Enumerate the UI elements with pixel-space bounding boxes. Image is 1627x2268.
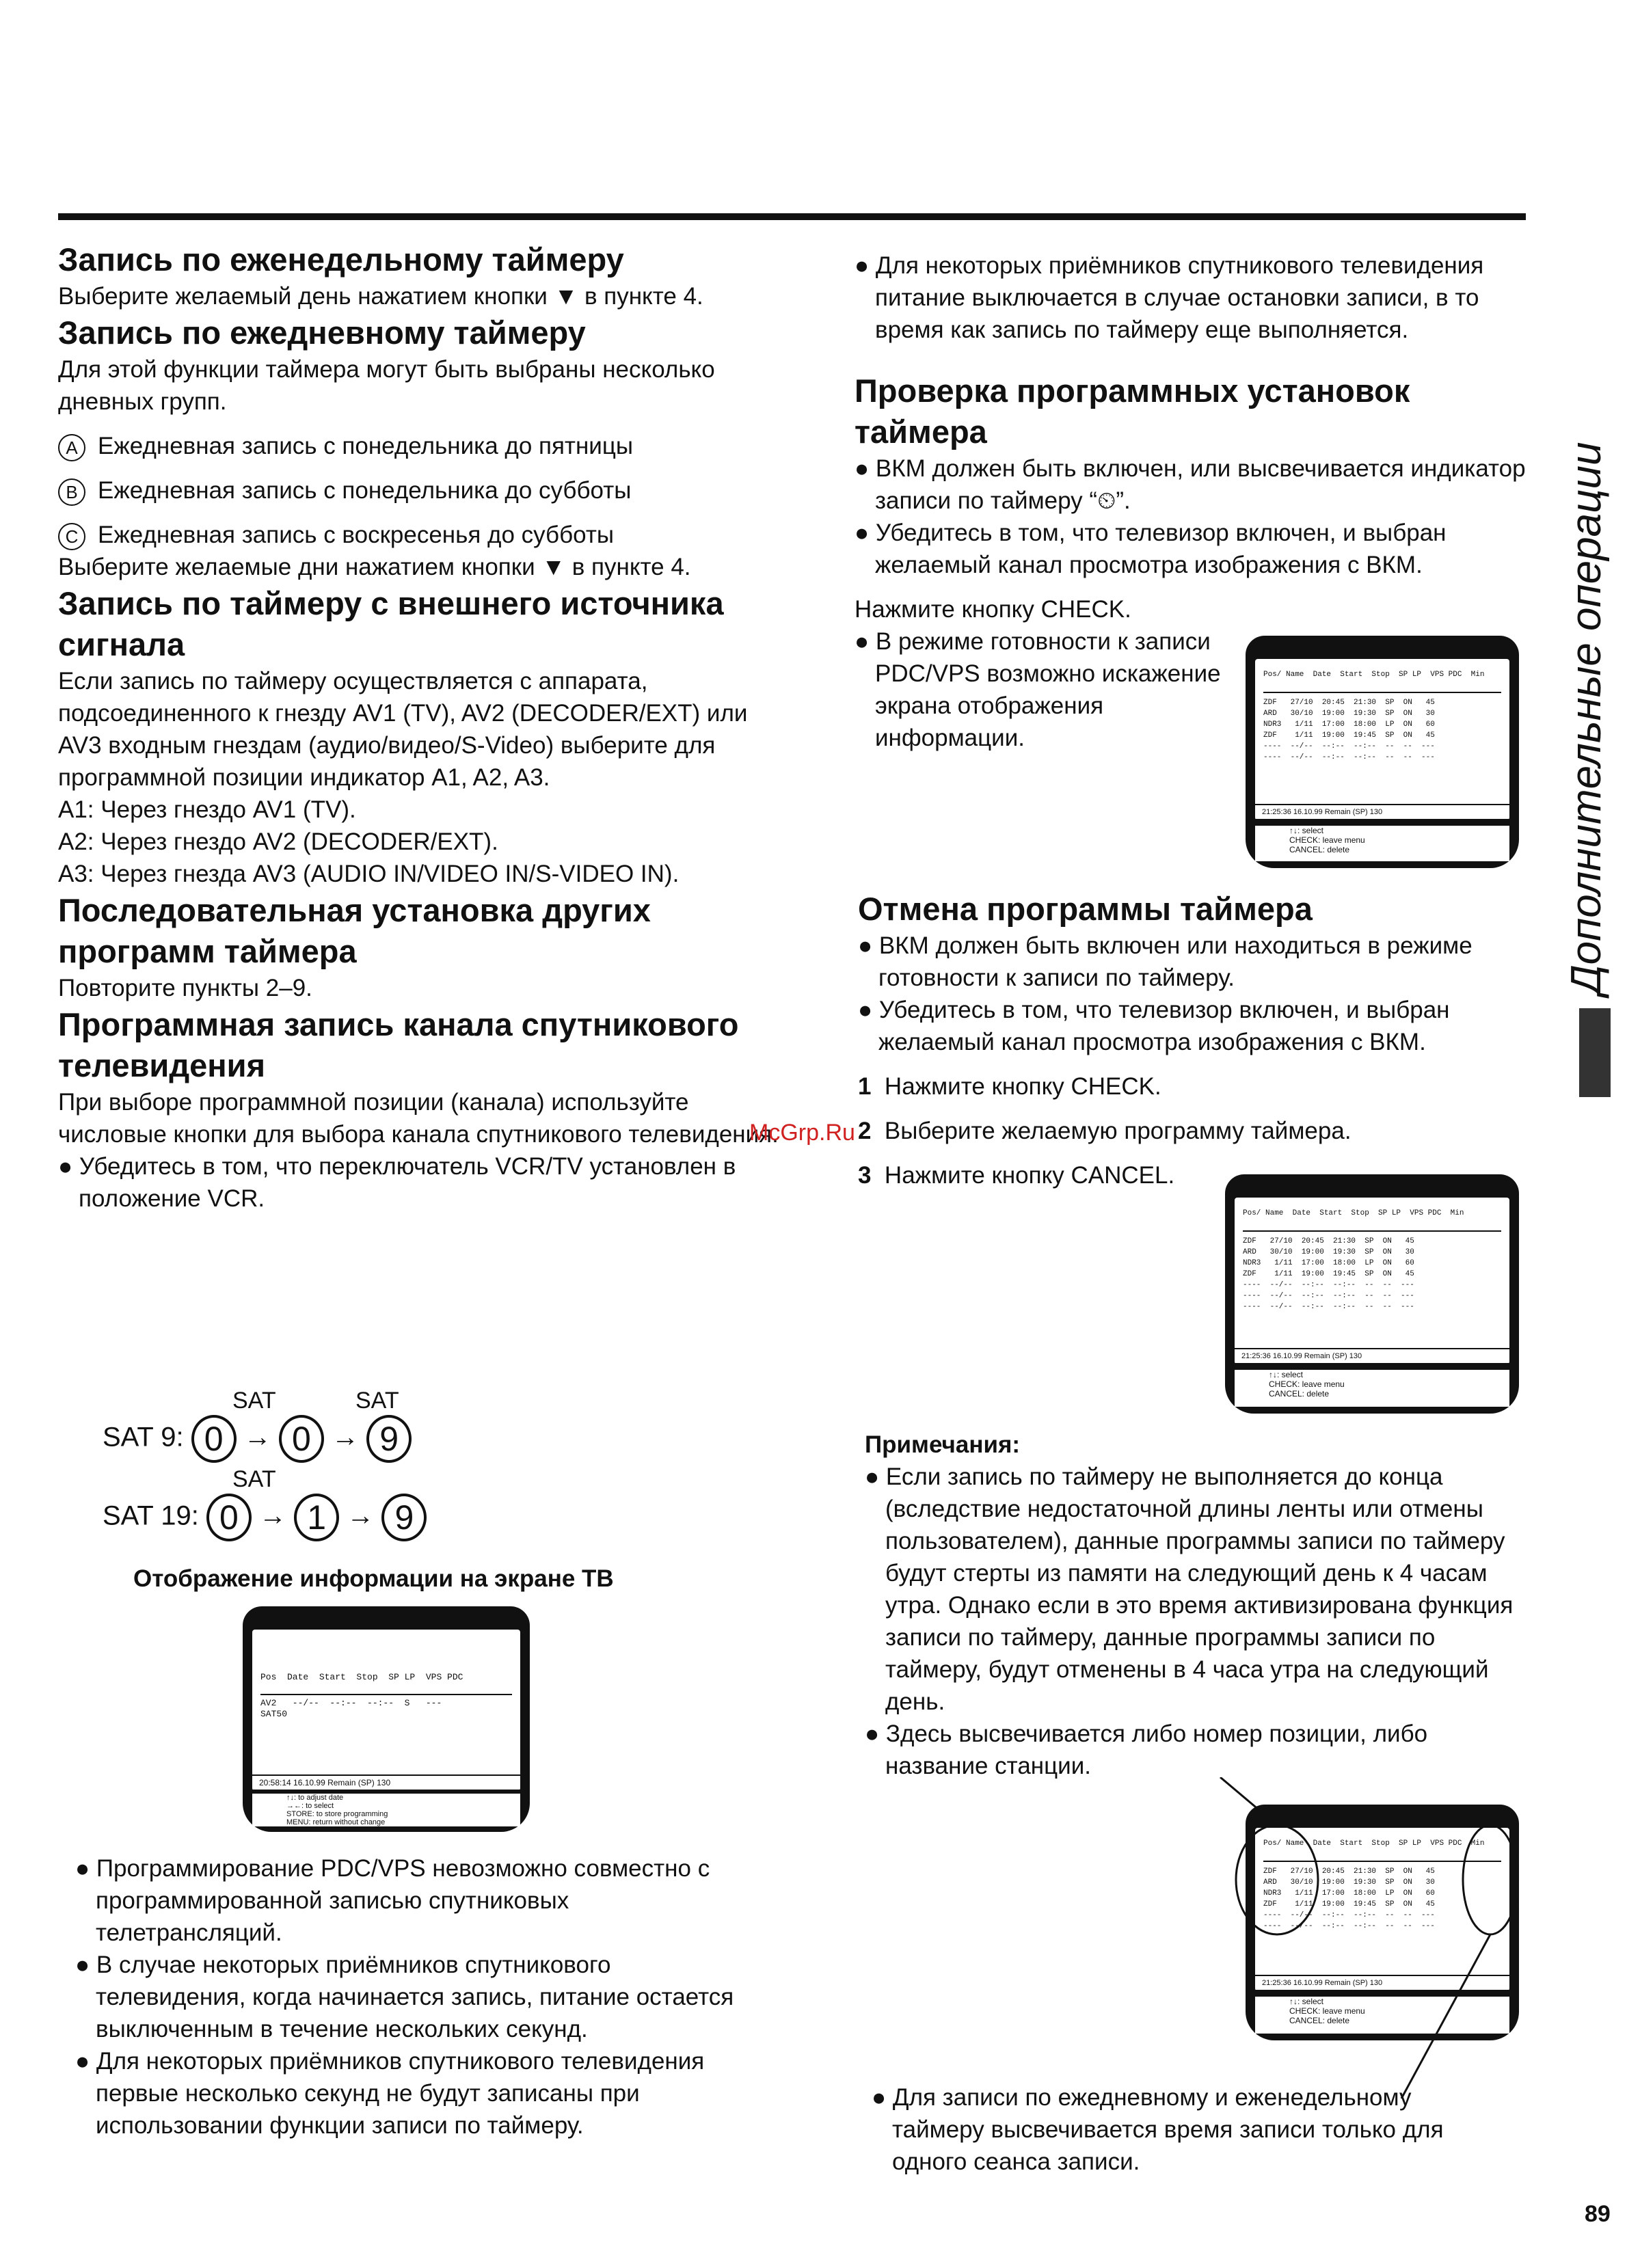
screen-key: CANCEL: delete [1289, 2016, 1350, 2025]
cancel-bullet-2: ● Убедитесь в том, что телевизор включен, и выбран желаемый канал просмотра изображения с ВКМ. [858, 997, 1450, 1055]
screen-key: CHECK: leave menu [1269, 1379, 1345, 1389]
left-bullets [75, 1852, 759, 2142]
screen-status: 21:25:36 16.10.99 Remain (SP) 130 [1255, 804, 1509, 820]
daily-option-b: B Ежедневная запись с понедельника до субботы [58, 474, 796, 507]
daily-text2: Выберите желаемые дни нажатием кнопки ▼ в пункте 4. [58, 554, 691, 580]
weekly-text: Выберите желаемый день нажатием кнопки ▼ в пункте 4. [58, 283, 703, 310]
watermark: McGrp.Ru [749, 1120, 855, 1146]
top-rule [58, 213, 1526, 220]
note-2: ● Здесь высвечивается либо номер позиции, либо название станции. [865, 1720, 1428, 1779]
check-bullet-2: ● Убедитесь в том, что телевизор включен, и выбран желаемый канал просмотра изображения с ВКМ. [855, 519, 1447, 578]
screen-key: →←: to select [286, 1802, 334, 1810]
left-column [58, 239, 796, 1215]
screen-status: 21:25:36 16.10.99 Remain (SP) 130 [1235, 1348, 1509, 1364]
screen-row: ---- --/-- --:-- --:-- -- -- --- [1243, 1281, 1414, 1289]
key-0: 0 [206, 1494, 252, 1541]
arrow: → [243, 1422, 271, 1453]
screen-row: ZDF 1/11 19:00 19:45 SP ON 45 [1263, 731, 1435, 740]
side-tab-block [1579, 1008, 1611, 1097]
check-note: ● В режиме готовности к записи PDC/VPS возможно искажение экрана отображения информации. [855, 628, 1221, 751]
tv-screen-sat [243, 1606, 530, 1832]
sat-tag: SAT [232, 1466, 276, 1492]
step-1: 1 Нажмите кнопку CHECK. [858, 1073, 1161, 1100]
screen-caption: Отображение информации на экране ТВ [133, 1565, 614, 1592]
ext-title: Запись по таймеру с внешнего источника сигнала [58, 585, 724, 662]
check-title: Проверка программных установок таймера [855, 373, 1410, 450]
screen-row: ZDF 1/11 19:00 19:45 SP ON 45 [1263, 1900, 1435, 1908]
notes-title: Примечания: [865, 1431, 1021, 1458]
screen-status: 20:58:14 16.10.99 Remain (SP) 130 [252, 1774, 520, 1791]
screen-row: ---- --/-- --:-- --:-- -- -- --- [1263, 742, 1435, 751]
check-press: Нажмите кнопку CHECK. [855, 596, 1131, 623]
notes [865, 1429, 1521, 1782]
check-bullet-1: ● ВКМ должен быть включен, или высвечивается индикатор записи по таймеру “⏲”. [855, 455, 1526, 514]
sat-tag: SAT [232, 1388, 276, 1414]
key-9: 9 [381, 1494, 427, 1541]
screen-row: AV2 --/-- --:-- --:-- S --- [260, 1698, 442, 1708]
step-2: 2 Выберите желаемую программу таймера. [858, 1118, 1352, 1144]
ext-text: Если запись по таймеру осуществляется с аппарата, подсоединенного к гнезду AV1 (TV), AV2 (DECODER/EXT) или AV3 входным гнездам (аудио/видео/S-Video) выберите для программной позиции индикатор A1, A2, A3. [58, 668, 748, 791]
screen-status: 21:25:36 16.10.99 Remain (SP) 130 [1255, 1975, 1509, 1991]
screen-row: ---- --/-- --:-- --:-- -- -- --- [1243, 1292, 1414, 1300]
callout-lines [1217, 1777, 1545, 2105]
screen-key: CANCEL: delete [1269, 1389, 1330, 1399]
daily-title: Запись по ежедневному таймеру [58, 314, 586, 351]
note-1: ● Если запись по таймеру не выполняется до конца (вследствие недостаточной длины ленты или отмены пользователем), данные программы записи по таймеру будут стерты из памяти на следующий день к 4 часам утра. Однако если в это время активизирована функция записи по таймеру, данные программы записи по таймеру, будут отменены в 4 часа утра на следующий день. [865, 1463, 1514, 1715]
daily-option-a: A Ежедневная запись с понедельника до пятницы [58, 430, 796, 462]
ext-item-a3: A3: Через гнезда AV3 (AUDIO IN/VIDEO IN/S-VIDEO IN). [58, 861, 680, 887]
screen-key: CHECK: leave menu [1289, 2006, 1365, 2016]
screen-key: ↑↓: select [1269, 1370, 1304, 1379]
last-bullet: ● Для записи по ежедневному и еженедельному таймеру высвечивается время записи только для одного сеанса записи. [872, 2084, 1444, 2175]
screen-key: CANCEL: delete [1289, 845, 1350, 854]
seq-text: Повторите пункты 2–9. [58, 975, 312, 1001]
tv-screen-cancel [1225, 1174, 1519, 1414]
screen-row: ---- --/-- --:-- --:-- -- -- --- [1263, 1911, 1435, 1919]
step-3: 3 Нажмите кнопку CANCEL. [858, 1162, 1175, 1189]
cancel-bullet-1: ● ВКМ должен быть включен или находиться в режиме готовности к записи по таймеру. [858, 932, 1473, 991]
last-note [872, 2081, 1487, 2178]
arrow: → [332, 1422, 360, 1453]
arrow: → [259, 1500, 287, 1531]
dial2-label: SAT 19: [103, 1500, 199, 1531]
screen-row: NDR3 1/11 17:00 18:00 LP ON 60 [1263, 720, 1435, 729]
screen-row: ---- --/-- --:-- --:-- -- -- --- [1263, 753, 1435, 761]
sat-title: Программная запись канала спутникового телевидения [58, 1006, 739, 1083]
screen-row: ZDF 27/10 20:45 21:30 SP ON 45 [1263, 1867, 1435, 1876]
screen-key: CHECK: leave menu [1289, 835, 1365, 845]
screen-row: ZDF 1/11 19:00 19:45 SP ON 45 [1243, 1270, 1414, 1278]
screen-header: Pos Date Start Stop SP LP VPS PDC [260, 1672, 463, 1682]
screen-row: ARD 30/10 19:00 19:30 SP ON 30 [1263, 1878, 1435, 1887]
ext-item-a2: A2: Через гнездо AV2 (DECODER/EXT). [58, 828, 498, 855]
screen-row: ZDF 27/10 20:45 21:30 SP ON 45 [1243, 1237, 1414, 1245]
screen-header: Pos/ Name Date Start Stop SP LP VPS PDC Min [1263, 671, 1485, 679]
seq-title: Последовательная установка других программ таймера [58, 892, 651, 969]
screen-row: ARD 30/10 19:00 19:30 SP ON 30 [1263, 710, 1435, 718]
screen-row: ---- --/-- --:-- --:-- -- -- --- [1243, 1303, 1414, 1311]
key-1: 1 [294, 1494, 339, 1541]
side-text: Дополнительные операции [1563, 442, 1610, 995]
screen-row: SAT50 [260, 1709, 288, 1719]
bullet-first-seconds: ● Для некоторых приёмников спутникового телевидения первые несколько секунд не будут записаны при использовании функции записи по таймеру. [75, 2048, 705, 2139]
cancel-title: Отмена программы таймера [858, 891, 1313, 927]
screen-row: NDR3 1/11 17:00 18:00 LP ON 60 [1243, 1259, 1414, 1267]
page-number: 89 [1585, 2201, 1611, 2227]
ext-item-a1: A1: Через гнездо AV1 (TV). [58, 796, 356, 823]
screen-key: ↑↓: select [1289, 1997, 1324, 2006]
screen-key: ↑↓: select [1289, 826, 1324, 835]
sat-tag: SAT [355, 1388, 399, 1414]
screen-key: STORE: to store programming [286, 1810, 388, 1818]
bullet-pdc: ● Программирование PDC/VPS невозможно совместно с программированной записью спутниковых телетрансляций. [75, 1855, 710, 1946]
screen-row: ---- --/-- --:-- --:-- -- -- --- [1263, 1922, 1435, 1930]
screen-row: NDR3 1/11 17:00 18:00 LP ON 60 [1263, 1889, 1435, 1898]
arrow: → [347, 1500, 375, 1531]
screen-row: ARD 30/10 19:00 19:30 SP ON 30 [1243, 1248, 1414, 1256]
key-0: 0 [279, 1415, 324, 1463]
screen-header: Pos/ Name Date Start Stop SP LP VPS PDC Min [1263, 1839, 1485, 1848]
screen-key: ↑↓: to adjust date [286, 1794, 344, 1802]
screen-header: Pos/ Name Date Start Stop SP LP VPS PDC Min [1243, 1209, 1464, 1217]
sat-text: При выборе программной позиции (канала) используйте числовые кнопки для выбора канала спутникового телевидения. [58, 1089, 779, 1148]
bullet-power: ● В случае некоторых приёмников спутникового телевидения, когда начинается запись, питание остается выключенным в течение нескольких секунд. [75, 1952, 734, 2042]
tv-screen-check [1246, 636, 1519, 868]
top-bullet: ● Для некоторых приёмников спутникового телевидения питание выключается в случае остановки записи, в то время как запись по таймеру еще выполняется. [855, 252, 1484, 343]
weekly-title: Запись по еженедельному таймеру [58, 241, 624, 278]
key-0: 0 [191, 1415, 237, 1463]
screen-key: MENU: return without change [286, 1818, 386, 1826]
dial1-label: SAT 9: [103, 1422, 184, 1453]
daily-option-c: C Ежедневная запись с воскресенья до субботы [58, 519, 796, 551]
right-column-mid [858, 889, 1514, 1191]
screen-row: ZDF 27/10 20:45 21:30 SP ON 45 [1263, 699, 1435, 707]
daily-text: Для этой функции таймера могут быть выбраны несколько дневных групп. [58, 356, 715, 415]
sat-bullet: ● Убедитесь в том, что переключатель VCR/TV установлен в положение VCR. [58, 1153, 736, 1212]
key-9: 9 [366, 1415, 412, 1463]
